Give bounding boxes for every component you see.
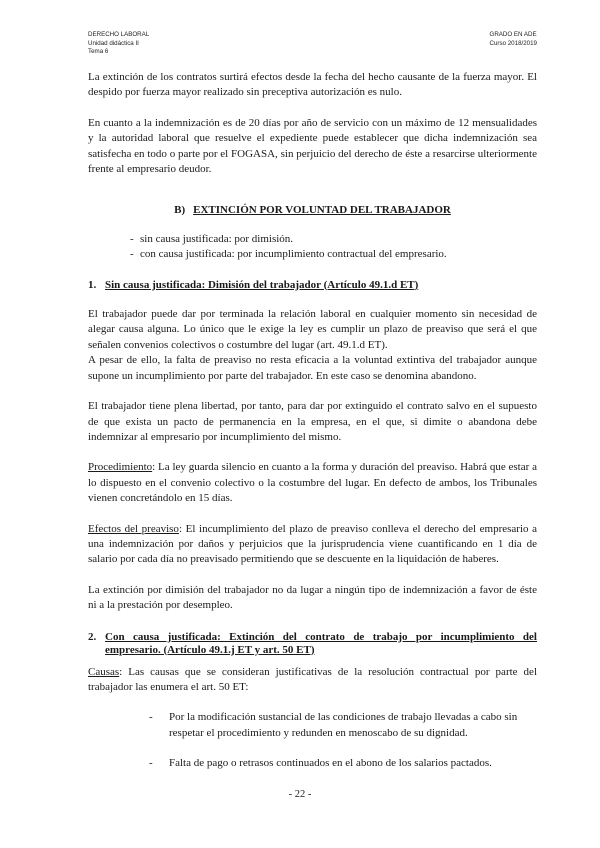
header-degree: GRADO EN ADE <box>489 31 537 38</box>
procedimiento-text: : La ley guarda silencio en cuanto a la forma y duración del preaviso. Habrá que estar a lo dispuesto en el convenio colectivo o la costumbre del lugar. En defecto de ambos, los Tribunales vienen concretándolo en 15 días. <box>88 461 537 505</box>
section-1-number: 1. <box>88 278 97 291</box>
page-number: - 22 - <box>288 789 312 800</box>
causas-label: Causas <box>88 665 120 678</box>
paragraph-preaviso: A pesar de ello, la falta de preaviso no resta eficacia a la voluntad extintiva del trabajador aunque supone un incumplimiento por parte del trabajador. En este caso se denomina abandono. <box>88 354 537 382</box>
header-course: DERECHO LABORAL <box>88 31 150 38</box>
section-2-number: 2. <box>88 630 97 643</box>
list-item: - con causa justificada: por incumplimiento contractual del empresario. <box>130 247 537 262</box>
efectos-text: : El incumplimiento del plazo de preaviso conlleva el derecho del empresario a una indemnización por daños y perjuicios que la jurisprudencia viene cuantificando en 1 día de salario por cada día no preavisado permitiendo que se descuente en la liquidación de haberes. <box>88 522 538 566</box>
paragraph-indemnizacion: En cuanto a la indemnización es de 20 días por año de servicio con un máximo de 12 mensualidades y la autoridad laboral que resuelve el expediente puede establecer que dicha indemnización sea satisfecha en todo o parte por el FOGASA, sin perjuicio del derecho de éste a resarcirse ulteriormente frente al empresario deudor. <box>88 116 537 176</box>
header-right <box>490 31 537 48</box>
paragraph-dimision: El trabajador puede dar por terminada la relación laboral en cualquier momento sin necesidad de alegar causa alguna. Lo único que le exige la ley es cumplir un plazo de preaviso que será el que señalen convenios colectivos o costumbre del lugar (art. 49.1.d ET). <box>88 308 537 351</box>
paragraph-efectos <box>88 522 537 568</box>
section-1-title: Sin causa justificada: Dimisión del trabajador (Artículo 49.1.d ET) <box>105 278 419 291</box>
section-2-heading <box>88 631 537 657</box>
procedimiento-label: Procedimiento <box>88 461 153 474</box>
section-b-list <box>88 232 537 263</box>
paragraph-fuerza-mayor: La extinción de los contratos surtirá efectos desde la fecha del hecho causante de la fuerza mayor. El despido por fuerza mayor realizado sin preceptiva autorización es nulo. <box>88 71 537 99</box>
header-unit: Unidad didáctica II <box>88 39 139 47</box>
section-b-heading <box>88 203 537 218</box>
efectos-label: Efectos del preaviso <box>88 522 179 535</box>
causas-text: : Las causas que se consideran justificativas de la resolución contractual por parte del trabajador las enumera el art. 50 ET: <box>88 665 537 693</box>
paragraph-causas <box>88 665 537 696</box>
section-1-heading <box>88 278 537 293</box>
section-b-title: EXTINCIÓN POR VOLUNTAD DEL TRABAJADOR <box>193 204 451 217</box>
section-2-title: Con causa justificada: Extinción del contrato de trabajo por incumplimiento del empresario. (Artículo 49.1.j ET y art. 50 ET) <box>105 630 537 656</box>
causes-list <box>88 710 537 771</box>
header-year: Curso 2018/2019 <box>489 39 537 47</box>
list-item: - Por la modificación sustancial de las condiciones de trabajo llevadas a cabo sin respetar el procedimiento y redunden en menoscabo de su dignidad. <box>149 711 518 739</box>
paragraph-procedimiento <box>88 460 537 506</box>
header-topic: Tema 6 <box>88 48 109 56</box>
page-body <box>88 70 537 787</box>
list-item: - Falta de pago o retrasos continuados en el abono de los salarios pactados. <box>149 757 492 770</box>
list-item: - sin causa justificada: por dimisión. <box>130 232 537 247</box>
paragraph-libertad: El trabajador tiene plena libertad, por tanto, para dar por extinguido el contrato salvo en el supuesto de que exista un pacto de permanencia en la empresa, en el que, si dimite o abandona debe indemnizar al empresario por incumplimiento del mismo. <box>88 400 537 443</box>
section-b-letter: B) <box>174 204 186 217</box>
paragraph-desempleo: La extinción por dimisión del trabajador no da lugar a ningún tipo de indemnización a favor de éste ni a la prestación por desempleo. <box>88 583 537 612</box>
header-left <box>88 31 149 57</box>
